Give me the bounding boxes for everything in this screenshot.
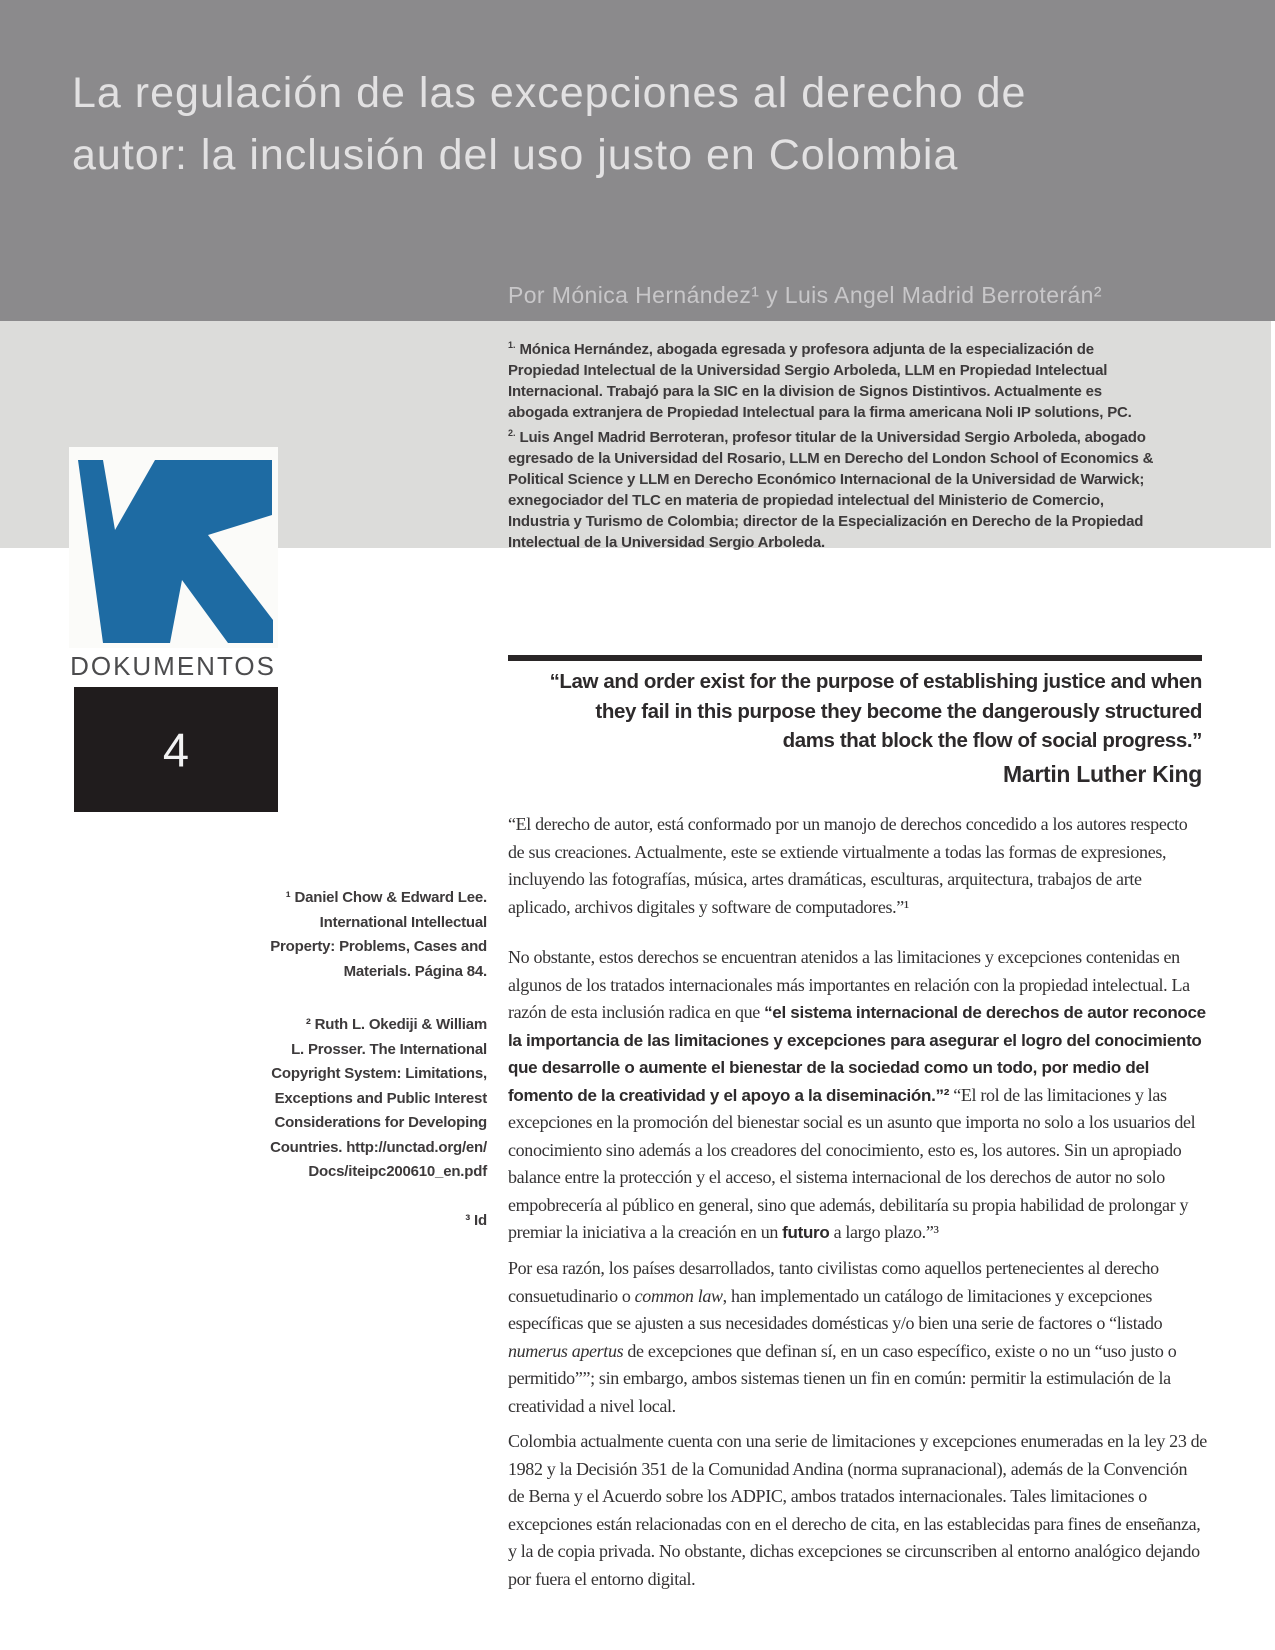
paragraph-2-text: “El rol de las limitaciones y las excepciones en la promoción del bienestar social es un asunto que importa no solo a los usuarios del conocimiento sino además a los creadores del conocimiento, esto es, los autores. Sin un apropiado balance entre la protección y el acceso, el sistema internacional de los derechos de autor no solo empobrecería al público en general, sino que además, debilitaría su propia habilidad de prolongar y premiar la iniciativa a la creación en un <box>508 1084 1196 1242</box>
paragraph-4: Colombia actualmente cuenta con una serie de limitaciones y excepciones enumeradas en la ley 23 de 1982 y la Decisión 351 de la Comunidad Andina (norma supranacional), además de la Convención de Berna y el Acuerdo sobre los ADPIC, ambos tratados internacionales. Tales limitaciones o excepciones están relacionadas con en el derecho de cita, en las establecidas para fines de enseñanza, y la de copia privada. No obstante, dichas excepciones se circunscriben al entorno analógico dejando por fuera el entorno digital. <box>508 1431 1207 1589</box>
margin-note-1-line: Property: Problems, Cases and <box>270 938 487 955</box>
margin-note-2-url-line: Docs/iteipc200610_en.pdf <box>308 1163 487 1180</box>
byline: Por Mónica Hernández¹ y Luis Angel Madrid Berroterán² <box>508 282 1102 308</box>
pull-quote-line: they fail in this purpose they become the dangerously structured <box>595 699 1202 723</box>
margin-note-2-url-line: Countries. http://unctad.org/en/ <box>270 1138 487 1156</box>
author-footnote-2 <box>508 423 1156 553</box>
paragraph-3 <box>508 1255 1207 1420</box>
article-title-line-1: La regulación de las excepciones al derecho de <box>72 69 1027 117</box>
dokumentos-wordmark: DOKUMENTOS <box>70 651 276 681</box>
author-footnote-1-marker: 1. <box>508 340 516 350</box>
article-title-line-2: autor: la inclusión del uso justo en Colombia <box>72 131 959 179</box>
paragraph-3-latin-term: numerus apertus <box>508 1340 624 1361</box>
paragraph-2 <box>508 944 1207 1247</box>
margin-note-3 <box>187 1209 487 1234</box>
pull-quote <box>508 667 1202 756</box>
margin-note-1 <box>187 886 487 984</box>
margin-note-1-line: ¹ Daniel Chow & Edward Lee. <box>285 889 487 906</box>
author-footnotes-text <box>508 335 1156 553</box>
paragraph-1: “El derecho de autor, está conformado por un manojo de derechos concedido a los autores respecto de sus creaciones. Actualmente, este se extiende virtualmente a todas las formas de expresiones, incluyendo las fotografías, música, artes dramáticas, esculturas, arquitectura, trabajos de arte aplicado, archivos digitales y software de computadores.”¹ <box>508 814 1188 917</box>
paragraph-2-text: No obstante, estos derechos se encuentran atenidos a las limitaciones y excepciones contenidas en algunos de los tratados internacionales más importantes en relación con la propiedad intelectual. La razón de esta inclusión radica en que <box>508 947 1190 1022</box>
author-footnote-2-body: Luis Angel Madrid Berroteran, profesor titular de la Universidad Sergio Arboleda, abogado egresado de la Universidad del Rosario, LLM en Derecho del London School of Economics & Political Science y LLM en Derecho Económico Internacional de la Universidad de Warwick; exnegociador del TLC en materia de propiedad intelectual del Ministerio de Comercio, Industria y Turismo de Colombia; director de la Especialización en Derecho de la Propiedad Intelectual de la Universidad Sergio Arboleda. <box>508 429 1154 551</box>
author-footnote-1-body: Mónica Hernández, abogada egresada y profesora adjunta de la especialización de Propiedad Intelectual de la Universidad Sergio Arboleda, LLM en Propiedad Intelectual Internacional. Trabajó para la SIC en la division de Signos Distintivos. Actualmente es abogada extranjera de Propiedad Intelectual para la firma americana Noli IP solutions, PC. <box>508 341 1132 421</box>
paragraph-2-bold-word: futuro <box>782 1223 830 1242</box>
k-logo-card <box>69 447 278 648</box>
margin-note-1-line: International Intellectual <box>319 913 487 931</box>
paragraph-3-latin-term: common law <box>634 1285 723 1306</box>
pull-quote-line: dams that block the flow of social progress.” <box>782 729 1202 752</box>
author-footnote-1 <box>508 335 1156 423</box>
paragraph-2-bold-citation: “el sistema internacional de derechos de autor reconoce la importancia de las limitaciones y excepciones para asegurar el logro del conocimiento que desarrolle o aumente el bienestar de la sociedad como un todo, por medio del fomento de la creatividad y el apoyo a la diseminación.”² <box>508 1003 1206 1105</box>
margin-note-2-line: L. Prosser. The International <box>291 1040 487 1058</box>
paragraph-2-text: a largo plazo.”³ <box>829 1222 939 1242</box>
margin-note-2-line: Exceptions and Public Interest <box>274 1089 487 1107</box>
article-title <box>72 62 1026 186</box>
k-logo-icon <box>69 447 278 648</box>
quote-attribution: Martin Luther King <box>1002 761 1202 787</box>
issue-number: 4 <box>162 723 190 776</box>
header-band <box>0 0 1275 321</box>
margin-note-2-line: ² Ruth L. Okediji & William <box>305 1016 487 1033</box>
margin-note-2-line: Considerations for Developing <box>274 1114 487 1131</box>
paragraph-3-text: de excepciones que definan sí, en un caso específico, existe o no un “uso justo o permitido””; sin embargo, ambos sistemas tienen un fin en común: permitir la estimulación de la creatividad a nivel local. <box>508 1340 1177 1416</box>
margin-note-2 <box>187 1013 487 1185</box>
quote-divider-rule <box>508 655 1202 661</box>
margin-note-2-line: Copyright System: Limitations, <box>271 1065 487 1082</box>
margin-note-3-line: ³ Id <box>465 1212 487 1229</box>
pull-quote-line: “Law and order exist for the purpose of establishing justice and when <box>549 670 1202 693</box>
author-footnote-2-marker: 2. <box>508 428 516 438</box>
issue-number-box <box>74 687 278 812</box>
paragraph-3-text: , han implementado un catálogo de limitaciones y excepciones específicas que se ajusten a sus necesidades domésticas y/o bien una serie de factores o “listado <box>508 1285 1163 1333</box>
paragraph-3-text: Por esa razón, los países desarrollados, tanto civilistas como aquellos pertenecientes al derecho consuetudinario o <box>508 1258 1159 1306</box>
margin-note-1-line: Materials. Página 84. <box>343 962 487 980</box>
